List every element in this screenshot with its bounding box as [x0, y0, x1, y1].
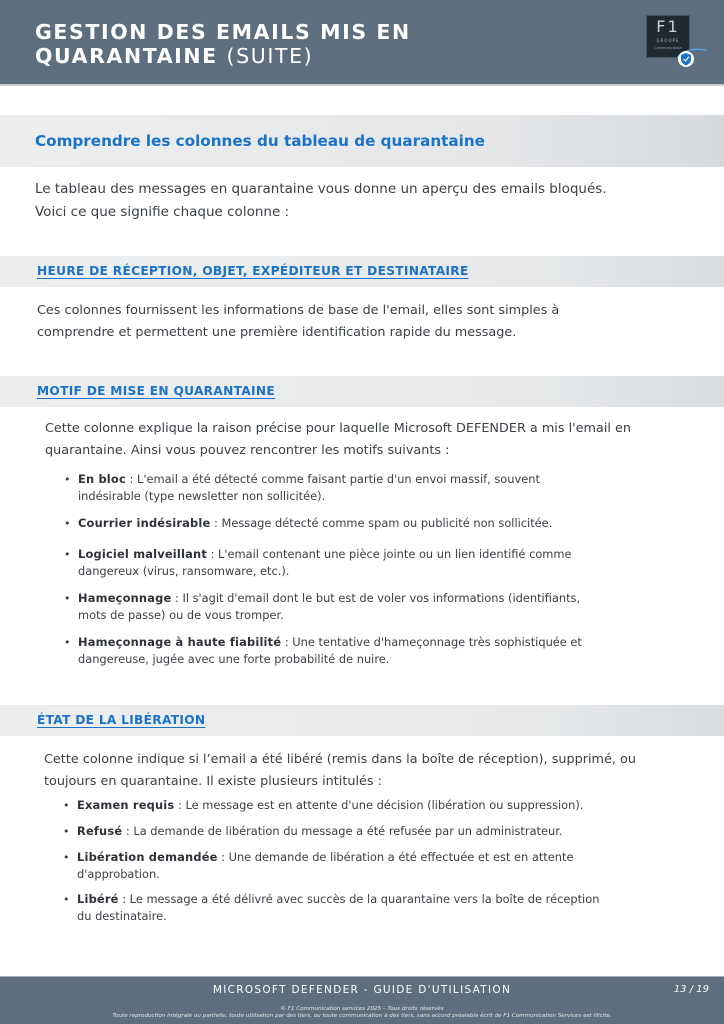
bullet-icon: •	[63, 799, 70, 812]
list-item	[63, 797, 584, 814]
list-item	[63, 891, 600, 925]
list-item	[63, 823, 563, 840]
list-item-text: : La demande de libération du message a été refusée par un administrateur.	[122, 824, 563, 838]
list-item-term: Examen requis	[77, 798, 175, 812]
list-item-term: Courrier indésirable	[78, 516, 211, 530]
section-liberation-text	[44, 749, 709, 793]
bullet-icon: •	[64, 592, 71, 605]
list-item-text-cont: d'approbation.	[77, 867, 160, 881]
bullet-icon: •	[64, 473, 71, 486]
list-item-text: : Le message a été délivré avec succès de la quarantaine vers la boîte de réception	[118, 892, 600, 906]
page-number: 13 / 19	[673, 984, 709, 995]
section-banner	[0, 115, 724, 167]
list-item	[64, 546, 572, 580]
list-item	[64, 590, 581, 624]
intro-paragraph	[35, 178, 705, 224]
section-header-reception	[0, 256, 724, 287]
section-liberation-line1: Cette colonne indique si l’email a été libéré (remis dans la boîte de réception), supprimé, ou	[44, 752, 636, 767]
section-title-reception: HEURE DE RÉCEPTION, OBJET, EXPÉDITEUR ET DESTINATAIRE	[37, 264, 469, 278]
section-header-liberation	[0, 705, 724, 736]
list-item-term: Libération demandée	[77, 850, 218, 864]
list-item-text: : L'email a été détecté comme faisant partie d'un envoi massif, souvent	[125, 472, 540, 486]
section-title-motif: MOTIF DE MISE EN QUARANTAINE	[37, 384, 275, 398]
footer-title: MICROSOFT DEFENDER - GUIDE D'UTILISATION	[212, 984, 512, 996]
list-item-text-cont: dangereuse, jugée avec une forte probabilité de nuire.	[78, 652, 390, 666]
section-reception-line2: comprendre et permettent une première identification rapide du message.	[37, 325, 517, 340]
section-reception-text	[37, 300, 697, 344]
list-item-text: : Une demande de libération a été effectuée et est en attente	[217, 850, 574, 864]
bullet-icon: •	[63, 851, 70, 864]
section-header-motif	[0, 376, 724, 407]
intro-line2: Voici ce que signifie chaque colonne :	[35, 204, 290, 220]
list-item-text: : L'email contenant une pièce jointe ou un lien identifié comme	[206, 547, 572, 561]
list-item-text-cont: mots de passe) ou de vous tromper.	[78, 608, 284, 622]
list-item-term: En bloc	[78, 472, 126, 486]
section-reception-line1: Ces colonnes fournissent les informations de base de l'email, elles sont simples à	[37, 303, 560, 318]
list-item	[63, 849, 574, 883]
list-item-text-cont: du destinataire.	[77, 909, 167, 923]
section-motif-line2: quarantaine. Ainsi vous pouvez rencontrer les motifs suivants :	[45, 443, 450, 458]
list-item-term: Hameçonnage	[78, 591, 172, 605]
list-item-term: Libéré	[77, 892, 119, 906]
legal-disclaimer: Toute reproduction intégrale ou partielle, toute utilisation par des tiers, ou toute communication à des tiers, sans accord préalable écrit de F1 Communication Services est illicite.	[112, 1013, 612, 1019]
banner-title: Comprendre les colonnes du tableau de quarantaine	[35, 132, 485, 150]
legal-notice	[0, 1002, 724, 1024]
shield-icon	[673, 44, 707, 72]
bullet-icon: •	[64, 636, 71, 649]
section-title-liberation: ÉTAT DE LA LIBÉRATION	[37, 713, 206, 727]
page-title-suffix: (SUITE)	[226, 44, 314, 68]
list-item-term: Logiciel malveillant	[78, 547, 207, 561]
list-item-term: Hameçonnage à haute fiabilité	[78, 635, 282, 649]
list-item-term: Refusé	[77, 824, 123, 838]
list-item	[64, 515, 553, 532]
page-title-line1: GESTION DES EMAILS MIS EN	[35, 20, 411, 44]
section-motif-line1: Cette colonne explique la raison précise pour laquelle Microsoft DEFENDER a mis l'email en	[45, 421, 631, 436]
list-item-text-cont: dangereux (virus, ransomware, etc.).	[78, 564, 290, 578]
bullet-icon: •	[63, 893, 70, 906]
page-title	[35, 20, 411, 68]
intro-line1: Le tableau des messages en quarantaine vous donne un aperçu des emails bloqués.	[35, 181, 607, 197]
list-item-text: : Une tentative d'hameçonnage très sophistiquée et	[281, 635, 582, 649]
page-title-line2: QUARANTAINE	[35, 44, 218, 68]
bullet-icon: •	[64, 548, 71, 561]
logo-group-text: GROUPE	[656, 38, 680, 43]
list-item-text: : Le message est en attente d'une décision (libération ou suppression).	[174, 798, 584, 812]
list-item	[64, 471, 540, 505]
copyright-line: © F1 Communication services 2025 – Tous droits réservés	[280, 1006, 444, 1012]
logo-text: F1	[656, 17, 680, 36]
list-item	[64, 634, 582, 668]
page-footer	[0, 976, 724, 1003]
page-header	[0, 0, 724, 86]
list-item-text: : Il s'agit d'email dont le but est de voler vos informations (identifiants,	[171, 591, 581, 605]
logo-sub-text: Communication	[654, 46, 682, 50]
bullet-icon: •	[63, 825, 70, 838]
bullet-icon: •	[64, 517, 71, 530]
list-item-text-cont: indésirable (type newsletter non sollicitée).	[78, 489, 326, 503]
section-motif-text	[45, 418, 705, 462]
section-liberation-line2: toujours en quarantaine. Il existe plusieurs intitulés :	[44, 774, 382, 789]
list-item-text: : Message détecté comme spam ou publicité non sollicitée.	[210, 516, 553, 530]
